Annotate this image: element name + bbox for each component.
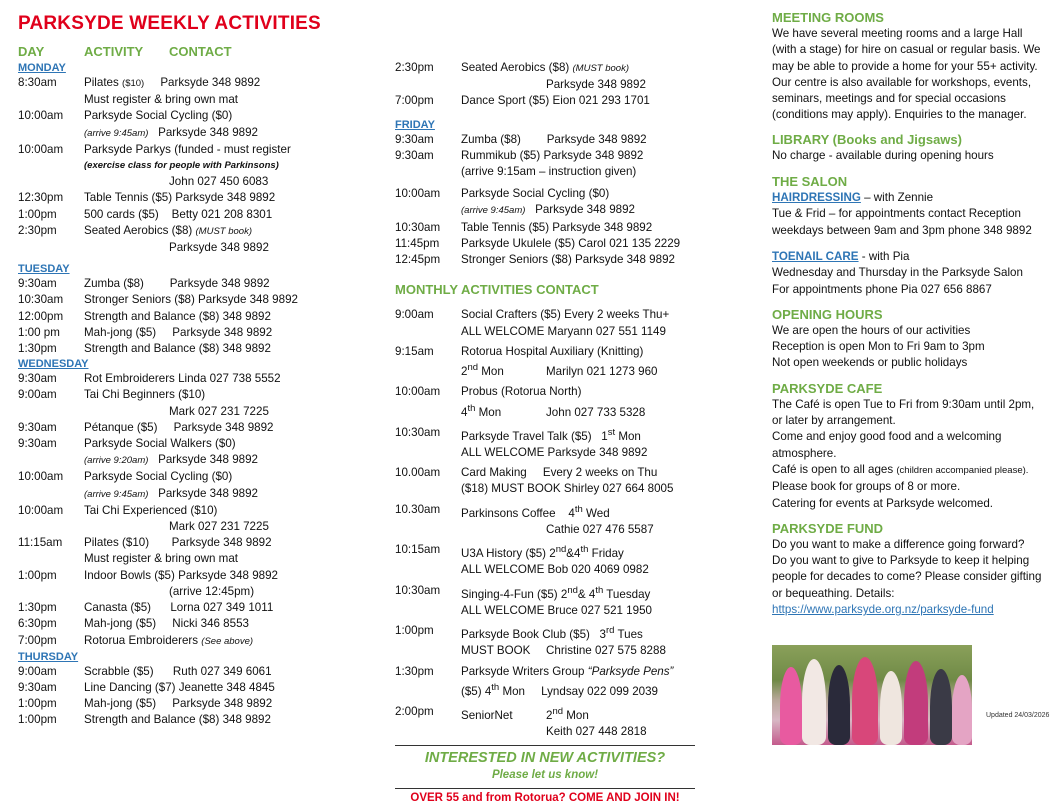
activity-name: Probus (Rotorua North)	[461, 385, 582, 399]
activity-name: U3A History ($5) 2	[461, 547, 556, 561]
activity-name: Parksyde Social Cycling ($0)	[84, 470, 233, 484]
info-column	[772, 6, 1060, 621]
text-line: Come and enjoy good food and a welcoming	[772, 430, 1002, 444]
activity-time: 9:30am	[395, 148, 434, 162]
activity-time: 10:00am	[18, 470, 64, 484]
activity-row	[18, 75, 378, 108]
activity-contact: ALL WELCOME Parksyde 348 9892	[461, 445, 648, 459]
day-heading-tuesday: TUESDAY	[18, 263, 70, 276]
activity-row	[18, 223, 378, 256]
activity-name: Parksyde Social Cycling ($0)	[84, 109, 233, 123]
ordinal-suffix: th	[580, 544, 589, 556]
activity-time: 12:30pm	[18, 191, 64, 205]
activity-row	[395, 186, 695, 219]
monthly-row	[395, 465, 695, 498]
activity-name: Stronger Seniors ($8) Parksyde 348 9892	[461, 253, 675, 267]
ordinal: 4	[461, 405, 468, 419]
activity-note: (arrive 9:45am)	[84, 127, 149, 139]
text-line: Tue & Frid – for appointments contact Reception	[772, 207, 1021, 221]
activity-name: Parksyde Writers Group	[461, 664, 588, 678]
header-activity: ACTIVITY	[84, 44, 144, 59]
activity-row	[395, 132, 695, 148]
activity-name: Rot Embroiderers Linda 027 738 5552	[84, 372, 281, 386]
library-text: No charge - available during opening hours	[772, 148, 994, 162]
cafe-text	[772, 397, 1060, 512]
activity-name: Mah-jong ($5) Nicki 346 8553	[84, 617, 249, 631]
weekly-column	[18, 0, 378, 729]
text-line: seminars, meetings and for special occasions	[772, 92, 1006, 106]
activity-note: (arrive 9:15am – instruction given)	[461, 165, 637, 179]
activity-contact: Parksyde 348 9892	[148, 125, 258, 139]
text-line: Wednesday and Thursday in the Parksyde Salon	[772, 266, 1023, 280]
activity-time: 1:00pm	[18, 568, 57, 582]
text-line: people for decades to come? Please consider gifting	[772, 570, 1042, 584]
activity-time: 9:30am	[18, 277, 57, 291]
activity-note: (exercise class for people with Parkinsons)	[84, 160, 279, 172]
activity-time: 10:30am	[395, 583, 441, 597]
activity-time: 10:30am	[18, 293, 64, 307]
activity-time: 12:00pm	[18, 309, 64, 323]
activity-time: 10:00am	[18, 503, 64, 517]
activity-row	[18, 535, 378, 567]
fund-title: PARKSYDE FUND	[772, 520, 883, 536]
activity-contact: Cathie 027 476 5587	[546, 522, 654, 536]
activity-contact: Parksyde 348 9892	[148, 453, 258, 467]
activity-row	[18, 108, 378, 141]
activity-name: Parkinsons Coffee 4	[461, 506, 575, 520]
activity-name: Singing-4-Fun ($5) 2	[461, 587, 568, 601]
ordinal-suffix: nd	[552, 706, 564, 718]
activity-row	[18, 387, 378, 419]
header-day: DAY	[18, 44, 45, 59]
text-line: or later by arrangement.	[772, 414, 896, 428]
activity-name: Parksyde Social Walkers ($0)	[84, 437, 236, 451]
text-line: Do you want to give to Parksyde to keep it helping	[772, 554, 1030, 568]
text-line: Reception is open Mon to Fri 9am to 3pm	[772, 340, 985, 354]
activity-name: Card Making Every 2 weeks on Thu	[461, 466, 658, 480]
header-contact: CONTACT	[169, 44, 232, 59]
activity-contact: Christine 027 575 8288	[546, 644, 666, 658]
monthly-row	[395, 583, 695, 619]
activity-note: (arrive 9:20am)	[84, 455, 149, 467]
activity-row	[18, 664, 378, 680]
activity-time: 1:00 pm	[18, 325, 60, 339]
ordinal: 2	[546, 708, 553, 722]
activity-row	[18, 420, 378, 436]
monthly-row	[395, 384, 695, 420]
activity-time: 9:30am	[395, 132, 434, 146]
salon-title: THE SALON	[772, 174, 848, 190]
cafe-title: PARKSYDE CAFE	[772, 380, 883, 396]
schedule: Wed	[582, 506, 610, 520]
activity-name: Canasta ($5) Lorna 027 349 1011	[84, 601, 274, 615]
activity-contact: John 027 450 6083	[169, 175, 269, 189]
activity-contact: ALL WELCOME Maryann 027 551 1149	[461, 324, 666, 338]
activity-name: Dance Sport ($5) Eion 021 293 1701	[461, 94, 650, 108]
activity-name: Parksyde Social Cycling ($0)	[461, 187, 610, 201]
activity-contact: Parksyde 348 9892	[169, 241, 269, 255]
activity-name: Parksyde Travel Talk ($5) 1	[461, 429, 608, 443]
opening-hours-text	[772, 323, 1060, 372]
text-line: We are open the hours of our activities	[772, 323, 971, 337]
activity-time: 2:30pm	[395, 61, 434, 74]
activity-note: (arrive 9:45am)	[84, 488, 149, 500]
activity-contact: Keith 027 448 2818	[546, 725, 647, 739]
activity-note: (MUST book)	[195, 225, 252, 237]
schedule: Mon	[475, 405, 502, 419]
ordinal-suffix: nd	[555, 544, 567, 556]
monthly-row	[395, 425, 695, 461]
activity-time: 9:00am	[18, 664, 57, 678]
activity-time: 11:15am	[18, 536, 63, 550]
updated-date: Updated 24/03/2026	[986, 712, 1050, 719]
activity-name: Pilates ($10) Parksyde 348 9892	[84, 536, 272, 550]
activity-note: MUST BOOK	[461, 644, 531, 658]
activity-row	[18, 207, 378, 223]
activity-row	[18, 633, 378, 650]
hairdressing-block	[772, 190, 1060, 239]
activity-note: Must register & bring own mat	[84, 93, 238, 107]
activity-row	[18, 469, 378, 502]
activity-contact: ALL WELCOME Bruce 027 521 1950	[461, 603, 652, 617]
activity-name: Seated Aerobics ($8)	[461, 61, 573, 74]
monthly-row	[395, 542, 695, 578]
day-heading-thursday: THURSDAY	[18, 650, 79, 663]
schedule: Mon	[563, 708, 589, 722]
activity-name: 500 cards ($5) Betty 021 208 8301	[84, 207, 273, 221]
activity-time: 6:30pm	[18, 617, 57, 631]
activity-price: ($5) 4	[461, 684, 492, 698]
activity-time: 12:45pm	[395, 253, 441, 267]
ordinal-suffix: th	[467, 402, 476, 414]
activity-name: Strength and Balance ($8) 348 9892	[84, 309, 271, 323]
activity-name: Pilates	[84, 76, 123, 89]
activity-name: Zumba ($8) Parksyde 348 9892	[84, 277, 270, 291]
activity-time: 1:00pm	[395, 624, 434, 638]
opening-hours-title: OPENING HOURS	[772, 306, 883, 322]
text-line: Our centre is also available for workshops, events,	[772, 75, 1032, 89]
activity-row	[18, 696, 378, 712]
activity-contact: Marilyn 021 1273 960	[546, 364, 658, 378]
activity-time: 9:30am	[18, 680, 57, 694]
toenail-care-link[interactable]: TOENAIL CARE	[772, 249, 859, 263]
fund-link[interactable]: https://www.parksyde.org.nz/parksyde-fund	[772, 603, 994, 617]
activity-name: Zumba ($8) Parksyde 348 9892	[461, 132, 647, 146]
text-line: may be able to provide a home for your 55+ activity.	[772, 59, 1038, 73]
activity-note: (See above)	[201, 635, 254, 647]
day-heading-friday: FRIDAY	[395, 118, 435, 131]
day-heading-wednesday: WEDNESDAY	[18, 358, 89, 371]
activity-name: Parksyde Book Club ($5) 3	[461, 628, 606, 641]
interested-sub: Please let us know!	[491, 768, 599, 781]
schedule: Mon	[478, 364, 504, 378]
monthly-title: MONTHLY ACTIVITIES CONTACT	[395, 282, 599, 298]
activity-row	[395, 252, 695, 268]
text-line: For appointments phone Pia 027 656 8867	[772, 282, 992, 296]
activity-row	[18, 680, 378, 696]
activity-name: Stronger Seniors ($8) Parksyde 348 9892	[84, 293, 298, 307]
text-line: weekdays between 9am and 3pm phone 348 9892	[772, 223, 1032, 237]
activity-contact: Mon Lyndsay 022 099 2039	[499, 684, 659, 698]
activity-row	[18, 190, 378, 206]
activity-name: SeniorNet	[461, 708, 513, 722]
activity-time: 10:00am	[395, 385, 441, 399]
monthly-row	[395, 704, 695, 740]
activity-contact: Parksyde 348 9892	[525, 203, 635, 217]
activity-contact: Parksyde 348 9892	[148, 486, 258, 500]
activity-name: Tai Chi Beginners ($10)	[84, 388, 206, 402]
activity-note: “Parksyde Pens”	[587, 664, 674, 678]
activity-name: Pétanque ($5) Parksyde 348 9892	[84, 420, 274, 434]
activity-name: Seated Aerobics ($8)	[84, 223, 196, 237]
tuesday-list	[18, 276, 378, 357]
activity-time: 1:30pm	[395, 664, 434, 678]
hairdressing-link[interactable]: HAIRDRESSING	[772, 191, 861, 205]
activity-row	[18, 568, 378, 600]
activity-name: Parksyde Ukulele ($5) Carol 021 135 2229	[461, 236, 681, 250]
ordinal-suffix: rd	[606, 625, 615, 637]
activity-time: 1:30pm	[18, 601, 57, 615]
text-line: Do you want to make a difference going forward?	[772, 537, 1025, 551]
activity-contact: Parksyde 348 9892	[144, 76, 261, 89]
text-line: The Café is open Tue to Fri from 9:30am until 2pm,	[772, 397, 1035, 411]
ordinal-suffix: th	[491, 681, 500, 693]
activity-contact: John 027 733 5328	[546, 405, 646, 419]
meeting-rooms-title: MEETING ROOMS	[772, 10, 884, 25]
activity-time: 9:30am	[18, 437, 57, 451]
activity-name: Tai Chi Experienced ($10)	[84, 503, 218, 517]
activity-time: 9:30am	[18, 372, 57, 386]
activity-note: (MUST book)	[572, 63, 629, 74]
activity-time: 7:00pm	[18, 633, 57, 647]
activity-time: 9:00am	[395, 308, 434, 322]
text-line: Catering for events at Parksyde welcomed.	[772, 496, 994, 510]
monthly-row	[395, 307, 695, 340]
activity-row	[18, 712, 378, 728]
activity-time: 10:00am	[395, 187, 441, 201]
toenail-provider: - with Pia	[858, 249, 910, 263]
column-headers	[18, 44, 378, 61]
activity-row	[395, 236, 695, 252]
activity-row	[18, 325, 378, 341]
join-banner: OVER 55 and from Rotorua? COME AND JOIN IN!	[410, 791, 680, 804]
activity-name: Indoor Bowls ($5) Parksyde 348 9892	[84, 568, 278, 582]
text-note: (children accompanied please).	[896, 464, 1029, 476]
monthly-row	[395, 664, 695, 700]
activity-name: Rotorua Embroiderers	[84, 633, 202, 647]
activity-contact: ALL WELCOME Bob 020 4069 0982	[461, 563, 649, 577]
hairdresser-name: – with Zennie	[860, 191, 934, 205]
activity-name: Table Tennis ($5) Parksyde 348 9892	[84, 191, 276, 205]
text-line: Not open weekends or public holidays	[772, 356, 968, 370]
schedule: Mon	[615, 429, 641, 443]
text-line: (with a stage) for hire on casual or regular basis. We	[772, 43, 1041, 57]
activity-time: 7:00pm	[395, 94, 434, 108]
activity-contact: Mark 027 231 7225	[169, 404, 269, 418]
monthly-row	[395, 502, 695, 538]
text-line: Café is open to all ages	[772, 462, 897, 476]
activity-time: 8:30am	[18, 76, 57, 89]
activity-name: Social Crafters ($5) Every 2 weeks Thu+	[461, 308, 670, 322]
activity-time: 9:15am	[395, 344, 434, 358]
activity-time: 9:30am	[18, 420, 57, 434]
activity-note: Must register & bring own mat	[84, 552, 238, 566]
meeting-rooms-text	[772, 26, 1060, 124]
schedule: Tuesday	[603, 587, 651, 601]
activity-time: 10:00am	[18, 109, 64, 123]
text-line: atmosphere.	[772, 446, 837, 460]
activity-name: Rummikub ($5) Parksyde 348 9892	[461, 148, 644, 162]
activity-row	[18, 600, 378, 616]
activity-row	[18, 371, 378, 387]
activity-name: Rotorua Hospital Auxiliary (Knitting)	[461, 344, 644, 358]
interested-box	[395, 745, 695, 807]
activity-time: 11:45pm	[395, 236, 440, 250]
ordinal-suffix: nd	[567, 584, 578, 596]
activity-name: Mah-jong ($5) Parksyde 348 9892	[84, 325, 273, 339]
activity-time: 10:15am	[395, 543, 441, 557]
activity-row	[18, 436, 378, 469]
activity-row	[18, 616, 378, 632]
activity-name: Mah-jong ($5) Parksyde 348 9892	[84, 697, 273, 711]
activity-time: 10:00am	[18, 142, 64, 156]
monthly-row	[395, 344, 695, 380]
activity-contact: ($18) MUST BOOK Shirley 027 664 8005	[461, 482, 674, 496]
activity-time: 1:00pm	[18, 207, 57, 221]
activity-row	[395, 93, 695, 109]
activity-time: 1:30pm	[18, 342, 57, 356]
activity-row	[18, 341, 378, 357]
activity-time: 10.30am	[395, 502, 441, 516]
activity-row	[18, 503, 378, 535]
schedule: &4	[566, 547, 581, 561]
activity-contact: Parksyde 348 9892	[546, 78, 646, 92]
fund-text	[772, 537, 1060, 618]
schedule: & 4	[577, 587, 596, 601]
text-line: or bequeathing. Details:	[772, 586, 895, 600]
activity-price: ($10)	[122, 78, 145, 89]
activity-time: 9:00am	[18, 388, 57, 402]
activity-name: Strength and Balance ($8) 348 9892	[84, 713, 271, 727]
activity-row	[395, 220, 695, 236]
activity-name: Scrabble ($5) Ruth 027 349 6061	[84, 664, 272, 678]
schedule: Tues	[614, 628, 643, 641]
activity-row	[18, 292, 378, 308]
page-title: PARKSYDE WEEKLY ACTIVITIES	[18, 13, 321, 34]
monthly-row	[395, 623, 695, 659]
activity-name: Table Tennis ($5) Parksyde 348 9892	[461, 220, 653, 234]
activity-row	[395, 148, 695, 180]
ordinal-suffix: st	[607, 426, 616, 438]
activity-row	[18, 309, 378, 325]
ordinal: 2	[461, 364, 468, 378]
toenail-block	[772, 249, 1060, 298]
ordinal-suffix: th	[574, 503, 583, 515]
activity-name: Line Dancing ($7) Jeanette 348 4845	[84, 680, 275, 694]
ordinal-suffix: nd	[467, 362, 479, 374]
middle-column	[395, 60, 695, 807]
activity-time: 2:00pm	[395, 705, 434, 719]
activity-name: Parksyde Parkys (funded - must register	[84, 142, 291, 156]
activity-time: 10.00am	[395, 466, 441, 480]
activity-row	[18, 276, 378, 292]
activity-time: 1:00pm	[18, 697, 57, 711]
activity-time: 10:30am	[395, 220, 441, 234]
seniors-photo	[772, 645, 972, 745]
library-title: LIBRARY (Books and Jigsaws)	[772, 131, 962, 147]
activity-contact: Mark 027 231 7225	[169, 520, 269, 534]
schedule: Friday	[588, 547, 624, 561]
activity-name: Strength and Balance ($8) 348 9892	[84, 342, 271, 356]
activity-note: (arrive 9:45am)	[461, 205, 526, 217]
activity-note: (arrive 12:45pm)	[169, 584, 255, 598]
day-heading-monday: MONDAY	[18, 62, 66, 74]
activity-time: 2:30pm	[18, 223, 57, 237]
ordinal-suffix: th	[595, 584, 604, 596]
activity-row	[395, 60, 695, 93]
activity-row	[18, 142, 378, 191]
text-line: Please book for groups of 8 or more.	[772, 480, 961, 494]
activity-time: 1:00pm	[18, 713, 57, 727]
text-line: (conditions may apply). Enquiries to the manager.	[772, 108, 1027, 122]
interested-heading: INTERESTED IN NEW ACTIVITIES?	[424, 749, 666, 766]
activity-time: 10:30am	[395, 425, 441, 439]
text-line: We have several meeting rooms and a large Hall	[772, 27, 1023, 40]
